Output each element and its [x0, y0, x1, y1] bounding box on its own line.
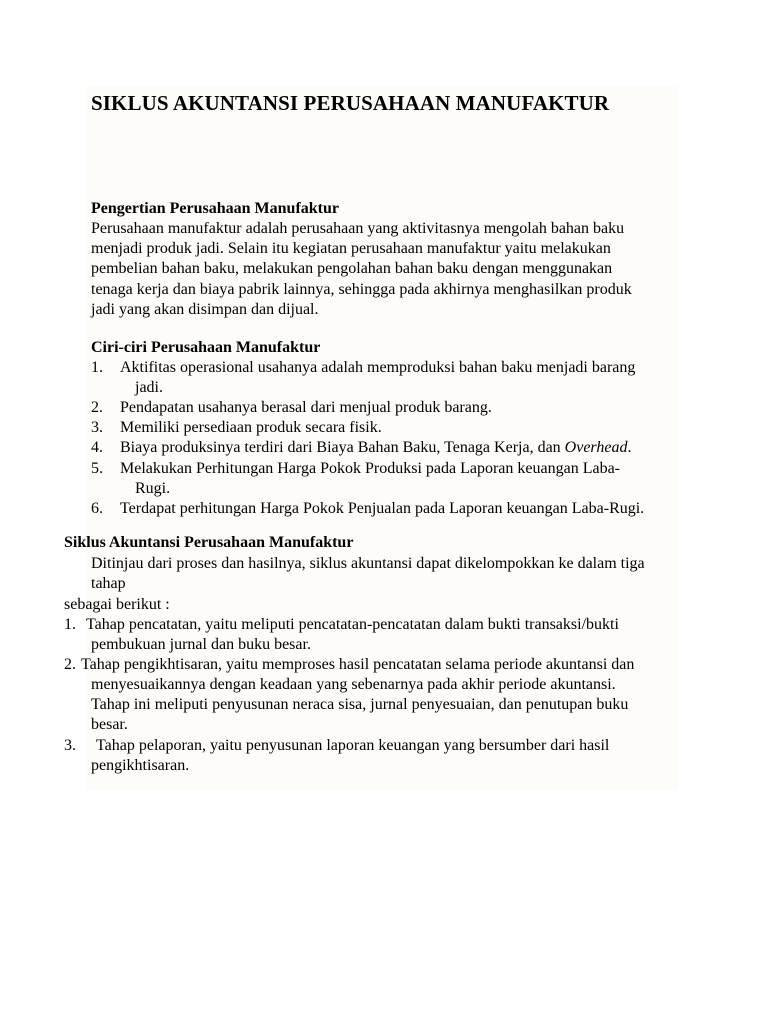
list-item-text	[120, 438, 631, 458]
section-heading-siklus: Siklus Akuntansi Perusahaan Manufaktur	[64, 534, 354, 551]
document-title: SIKLUS AKUNTANSI PERUSAHAAN MANUFAKTUR	[91, 91, 610, 115]
list-item-continuation: jadi.	[135, 379, 163, 396]
list-item-number: 5.	[91, 460, 103, 477]
step-number: 1.	[64, 616, 76, 633]
list-item-text-plain: Biaya produksinya terdiri dari Biaya Bahan Baku, Tenaga Kerja, dan	[120, 439, 565, 456]
list-item-text-tail: .	[627, 439, 632, 456]
list-item-text: Melakukan Perhitungan Harga Pokok Produksi pada Laporan keuangan Laba-	[120, 460, 621, 477]
list-item-number: 3.	[91, 419, 103, 436]
list-item-number: 1.	[91, 359, 103, 376]
list-item-text-italic: Overhead	[564, 439, 628, 456]
list-item-text: Terdapat perhitungan Harga Pokok Penjualan pada Laporan keuangan Laba-Rugi.	[120, 500, 645, 517]
step-text: Tahap pengikhtisaran, yaitu memproses hasil pencatatan selama periode akuntansi dan	[81, 656, 635, 673]
paragraph-line: Perusahaan manufaktur adalah perusahaan yang aktivitasnya mengolah bahan baku	[91, 220, 625, 237]
step-text: Tahap ini meliputi penyusunan neraca sisa, jurnal penyesuaian, dan penutupan buku	[91, 696, 629, 713]
step-text: pembukuan jurnal dan buku besar.	[91, 636, 311, 653]
list-item-text: Pendapatan usahanya berasal dari menjual produk barang.	[120, 399, 492, 416]
list-item-text: Memiliki persediaan produk secara fisik.	[120, 419, 382, 436]
paragraph-line: pembelian bahan baku, melakukan pengolahan bahan baku dengan menggunakan	[91, 260, 613, 277]
list-item-number: 4.	[91, 439, 103, 456]
intro-line: tahap	[91, 575, 126, 592]
step-text: menyesuaikannya dengan keadaan yang sebenarnya pada akhir periode akuntansi.	[91, 676, 616, 693]
list-item-text: Aktifitas operasional usahanya adalah memproduksi bahan baku menjadi barang	[120, 359, 636, 376]
paragraph-line: jadi yang akan disimpan dan dijual.	[91, 301, 319, 318]
paragraph-line: menjadi produk jadi. Selain itu kegiatan perusahaan manufaktur yaitu melakukan	[91, 240, 611, 257]
list-item-continuation: Rugi.	[135, 480, 171, 497]
step-text: besar.	[91, 716, 128, 733]
list-item-number: 6.	[91, 500, 103, 517]
list-item-number: 2.	[91, 399, 103, 416]
step-text: pengikhtisaran.	[91, 757, 190, 774]
step-text: Tahap pencatatan, yaitu meliputi pencatatan-pencatatan dalam bukti transaksi/bukti	[86, 616, 619, 633]
section-heading-pengertian: Pengertian Perusahaan Manufaktur	[91, 200, 339, 217]
paragraph-line: tenaga kerja dan biaya pabrik lainnya, sehingga pada akhirnya menghasilkan produk	[91, 281, 632, 298]
step-text: Tahap pelaporan, yaitu penyusunan laporan keuangan yang bersumber dari hasil	[96, 737, 610, 754]
intro-line: sebagai berikut :	[64, 596, 170, 613]
step-number: 3.	[64, 737, 76, 754]
intro-line: Ditinjau dari proses dan hasilnya, siklus akuntansi dapat dikelompokkan ke dalam tiga	[91, 555, 645, 572]
step-number: 2.	[64, 656, 76, 673]
section-heading-ciri-ciri: Ciri-ciri Perusahaan Manufaktur	[91, 339, 321, 356]
